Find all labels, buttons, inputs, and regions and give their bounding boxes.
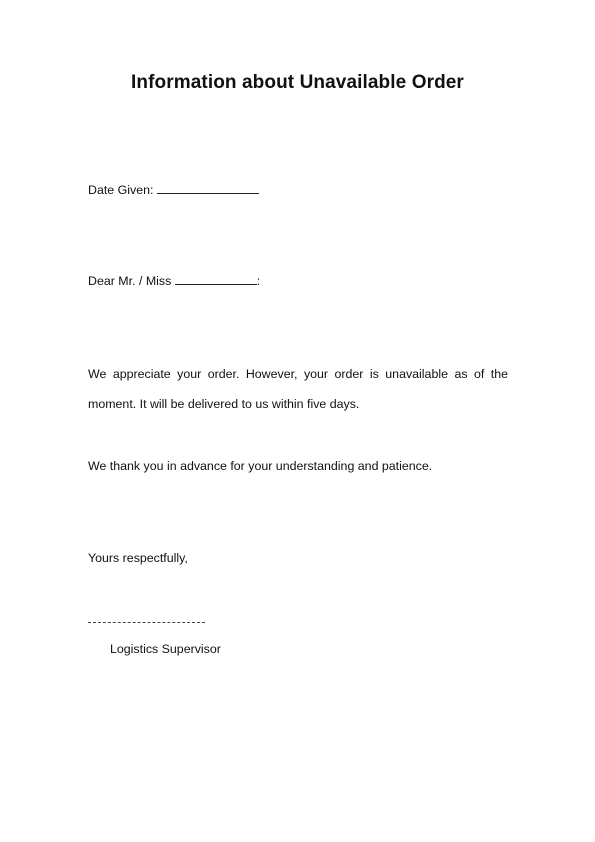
date-blank[interactable] <box>157 183 259 194</box>
closing-line: Yours respectfully, <box>88 551 188 565</box>
salutation-line <box>88 274 260 288</box>
salutation-label: Dear Mr. / Miss <box>88 274 172 288</box>
date-label: Date Given: <box>88 183 154 197</box>
date-line <box>88 183 259 197</box>
body-paragraph-1: We appreciate your order. However, your order is unavailable as of the moment. It will be delivered to us within five days. <box>88 367 508 411</box>
signature-line <box>88 622 205 623</box>
document-title: Information about Unavailable Order <box>131 72 464 93</box>
signatory-title: Logistics Supervisor <box>110 642 221 656</box>
salutation-colon: : <box>256 274 261 288</box>
body-paragraph-2: We thank you in advance for your understanding and patience. <box>88 459 433 473</box>
recipient-name-blank[interactable] <box>175 274 257 285</box>
